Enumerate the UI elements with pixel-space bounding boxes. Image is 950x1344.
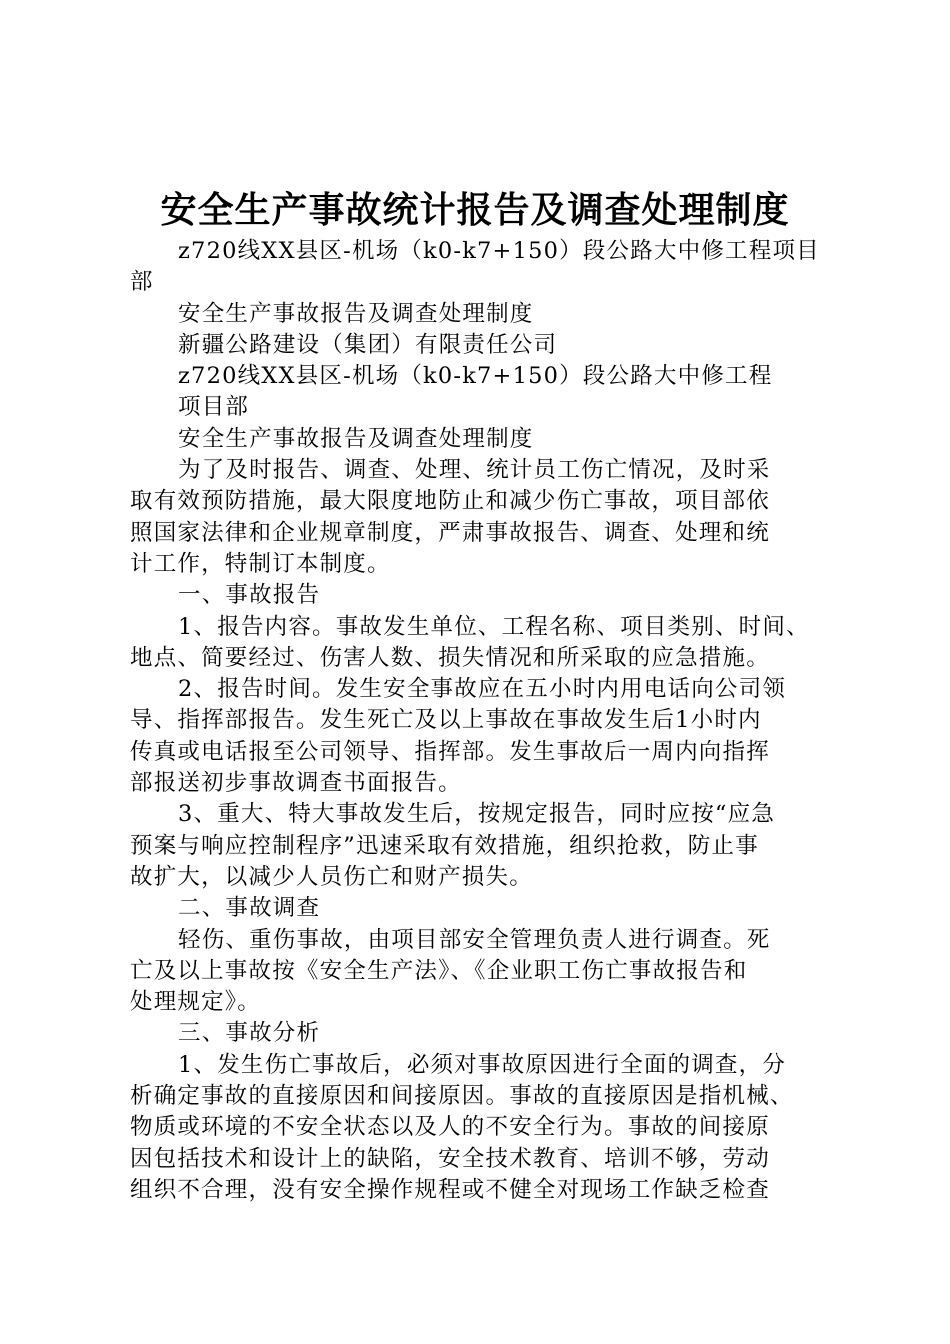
body-line: 照国家法律和企业规章制度，严肃事故报告、调查、处理和统: [130, 519, 770, 546]
body-line: 处理规定》。: [130, 989, 261, 1016]
body-line: 部报送初步事故调查书面报告。: [130, 770, 462, 797]
body-line: 安全生产事故报告及调查处理制度: [178, 425, 534, 452]
body-line: z720线XX县区-机场（k0-k7+150）段公路大中修工程: [178, 363, 773, 390]
document-body: [130, 236, 835, 1206]
body-line: 计工作，特制订本制度。: [130, 550, 391, 577]
body-line: 因包括技术和设计上的缺陷，安全技术教育、培训不够，劳动: [130, 1145, 770, 1172]
body-line: 预案与响应控制程序”迅速采取有效措施，组织抢救，防止事: [130, 832, 759, 859]
body-line: 取有效预防措施，最大限度地防止和减少伤亡事故，项目部依: [130, 488, 770, 515]
body-line: 一、事故报告: [178, 582, 321, 609]
body-line: 故扩大，以减少人员伤亡和财产损失。: [130, 863, 533, 890]
body-line: 二、事故调查: [178, 895, 321, 922]
body-line: z720线XX县区-机场（k0-k7+150）段公路大中修工程项目: [178, 238, 820, 264]
body-line: 导、指挥部报告。发生死亡及以上事故在事故发生后1小时内: [130, 707, 762, 734]
body-line: 3、重大、特大事故发生后，按规定报告，同时应按“应急: [178, 801, 776, 828]
body-line: 组织不合理，没有安全操作规程或不健全对现场工作缺乏检查: [130, 1176, 770, 1203]
body-line: 三、事故分析: [178, 1020, 321, 1047]
body-line: 安全生产事故报告及调查处理制度: [178, 300, 534, 327]
document-title: 安全生产事故统计报告及调查处理制度: [160, 189, 790, 231]
body-line: 为了及时报告、调查、处理、统计员工伤亡情况，及时采: [178, 457, 771, 484]
body-line: 部: [130, 269, 154, 296]
body-line: 轻伤、重伤事故，由项目部安全管理负责人进行调查。死: [178, 926, 771, 953]
body-line: 地点、简要经过、伤害人数、损失情况和所采取的应急措施。: [130, 644, 770, 671]
body-line: 亡及以上事故按《安全生产法》、《企业职工伤亡事故报告和: [130, 957, 748, 984]
body-line: 1、发生伤亡事故后，必须对事故原因进行全面的调查，分: [178, 1051, 787, 1078]
body-line: 2、报告时间。发生安全事故应在五小时内用电话向公司领: [178, 676, 787, 703]
body-line: 传真或电话报至公司领导、指挥部。发生事故后一周内向指挥: [130, 738, 770, 765]
body-line: 析确定事故的直接原因和间接原因。事故的直接原因是指机械、: [130, 1083, 794, 1110]
body-line: 1、报告内容。事故发生单位、工程名称、项目类别、时间、: [178, 613, 810, 640]
body-line: 项目部: [178, 394, 250, 421]
body-line: 物质或环境的不安全状态以及人的不安全行为。事故的间接原: [130, 1114, 770, 1141]
body-line: 新疆公路建设（集团）有限责任公司: [178, 331, 558, 358]
